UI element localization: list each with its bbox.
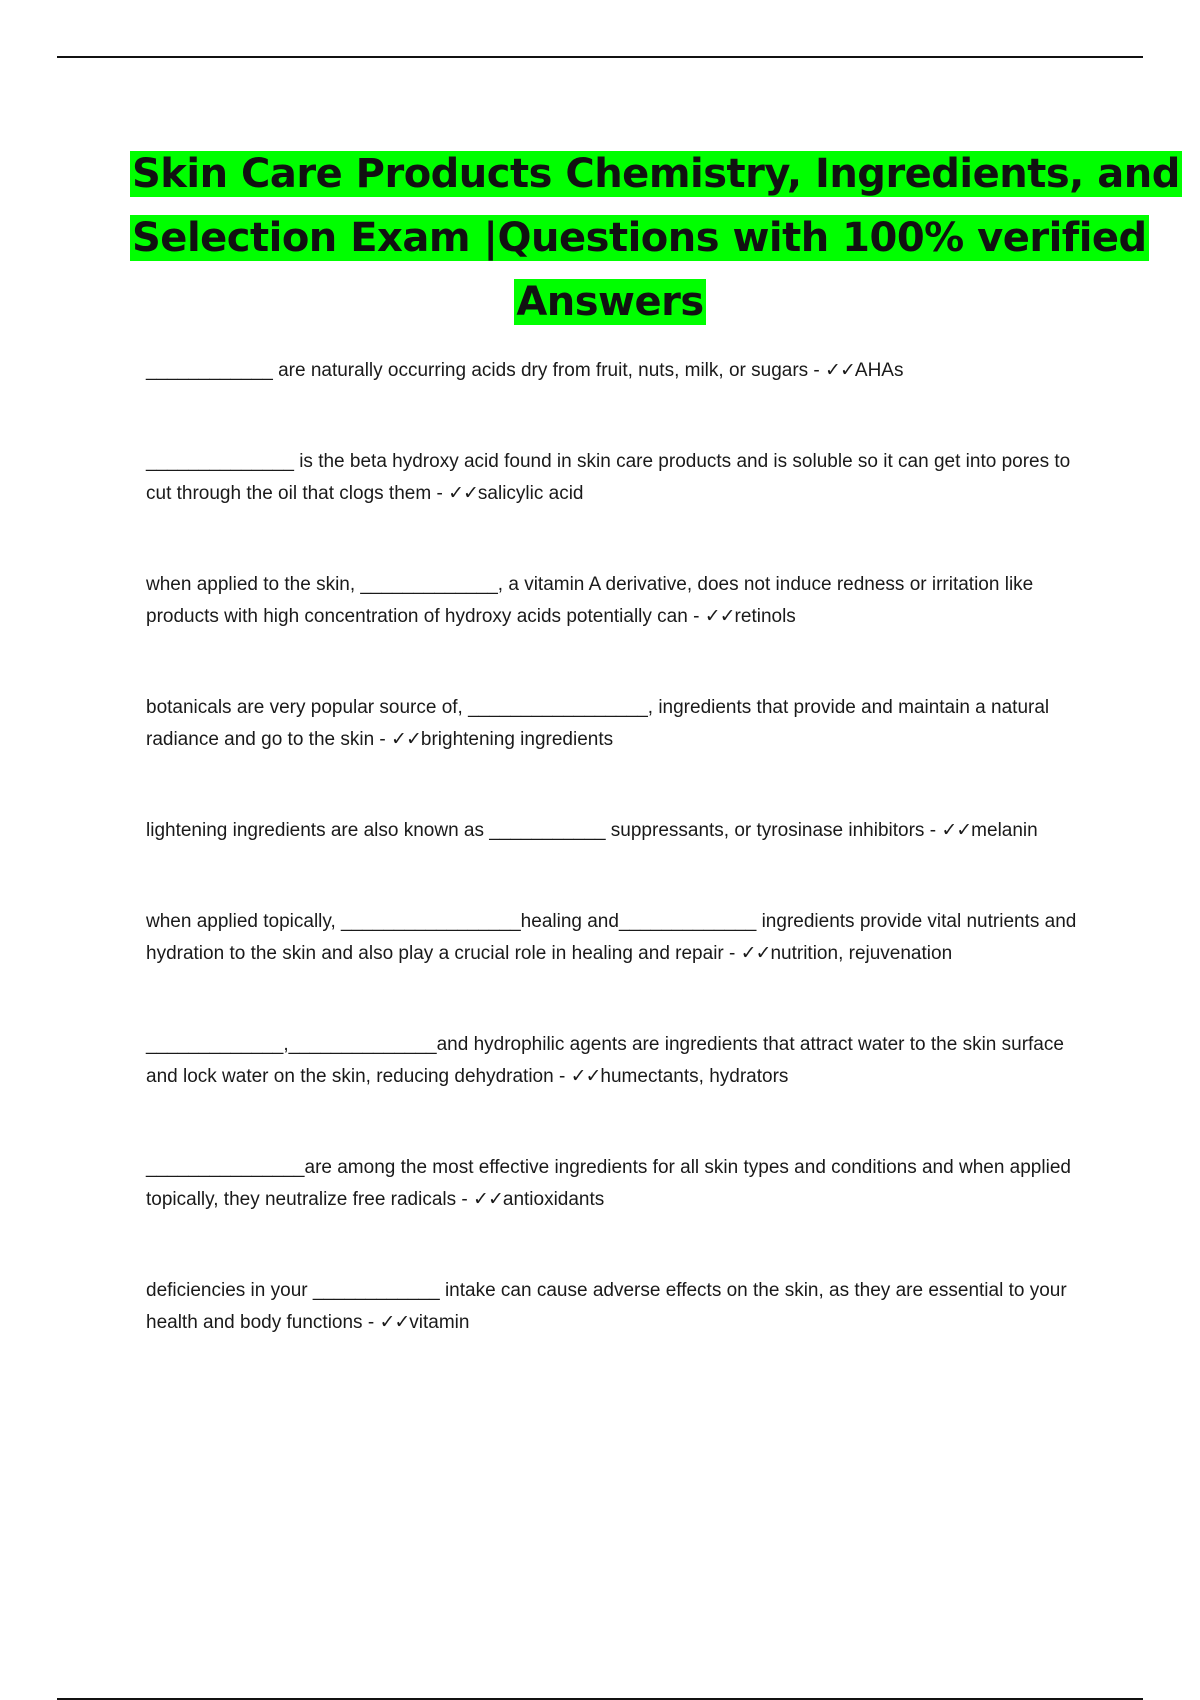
question-text: ____________ are naturally occurring acids dry from fruit, nuts, milk, or sugars -	[146, 360, 826, 381]
answer-text: AHAs	[854, 360, 904, 381]
check-icon: ✓✓	[379, 1312, 410, 1333]
check-icon: ✓✓	[473, 1189, 503, 1210]
question-text: _______________are among the most effective ingredients for all skin types and conditions and when applied topically, they neutralize free radicals -	[146, 1157, 1071, 1210]
answer-text: vitamin	[409, 1312, 470, 1333]
question-text: botanicals are very popular source of, _________________, ingredients that provide and maintain a natural radiance and go to the skin -	[146, 697, 1050, 750]
answer-text: nutrition, rejuvenation	[770, 943, 953, 964]
top-rule	[57, 56, 1143, 58]
qa-item	[146, 692, 1086, 756]
check-icon: ✓✓	[740, 943, 771, 964]
question-text: deficiencies in your ____________ intake can cause adverse effects on the skin, as they are essential to your health and body functions -	[146, 1280, 1067, 1333]
question-text: ______________ is the beta hydroxy acid found in skin care products and is soluble so it can get into pores to cut through the oil that clogs them -	[146, 451, 1071, 504]
qa-item	[146, 906, 1086, 970]
title-line-1: Skin Care Products Chemistry, Ingredients, and	[132, 151, 1180, 197]
check-icon: ✓✓	[941, 820, 972, 841]
qa-item	[146, 355, 1086, 387]
qa-item	[146, 815, 1086, 847]
question-text: _____________,______________and hydrophilic agents are ingredients that attract water to the skin surface and lock water on the skin, reducing dehydration -	[146, 1034, 1064, 1087]
answer-text: salicylic acid	[477, 483, 584, 504]
question-text: lightening ingredients are also known as ___________ suppressants, or tyrosinase inhibitors -	[146, 820, 942, 841]
qa-item	[146, 1275, 1086, 1339]
title-line-2: Selection Exam |Questions with 100% verified	[132, 215, 1147, 261]
check-icon: ✓✓	[570, 1066, 601, 1087]
qa-item	[146, 446, 1086, 510]
answer-text: humectants, hydrators	[600, 1066, 789, 1087]
question-text: when applied to the skin, _____________, a vitamin A derivative, does not induce redness or irritation like products with high concentration of hydroxy acids potentially can -	[146, 574, 1034, 627]
qa-item	[146, 1029, 1086, 1093]
answer-text: brightening ingredients	[420, 729, 614, 750]
document-title	[130, 142, 1180, 334]
answer-text: melanin	[971, 820, 1038, 841]
check-icon: ✓✓	[391, 729, 421, 750]
check-icon: ✓✓	[704, 606, 735, 627]
title-line-3: Answers	[516, 279, 704, 325]
check-icon: ✓✓	[825, 360, 855, 381]
question-text: when applied topically, _________________healing and_____________ ingredients provide vital nutrients and hydration to the skin and also play a crucial role in healing and repair -	[146, 911, 1077, 964]
answer-text: retinols	[734, 606, 796, 627]
qa-item	[146, 569, 1086, 633]
question-list	[146, 355, 1086, 1398]
check-icon: ✓✓	[448, 483, 478, 504]
answer-text: antioxidants	[502, 1189, 605, 1210]
qa-item	[146, 1152, 1086, 1216]
